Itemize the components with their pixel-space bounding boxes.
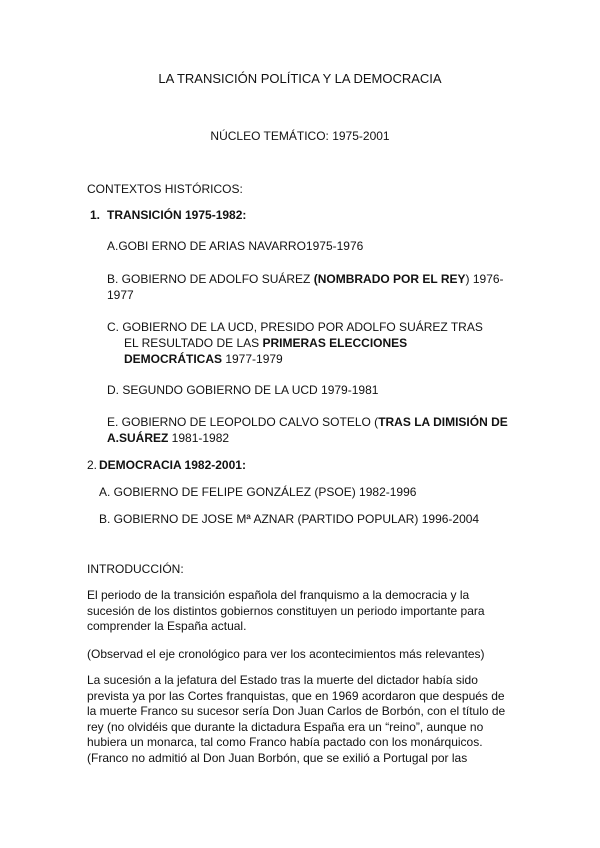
intro-paragraph-1: El periodo de la transición española del franquismo a la democracia y la sucesión de los distintos gobiernos constituyen un periodo importante para comprender la España actual.: [87, 588, 485, 633]
item-c-text: EL RESULTADO DE LAS: [124, 336, 263, 350]
section1-number: 1.: [90, 208, 101, 222]
item-b-bold: (NOMBRADO POR EL REY: [313, 272, 466, 286]
section1-item-a: A.GOBI ERNO DE ARIAS NAVARRO1975-1976: [107, 239, 364, 253]
item-e-bold-2: A.SUÁREZ: [107, 431, 169, 445]
page-subtitle: NÚCLEO TEMÁTICO: 1975-2001: [210, 129, 390, 143]
section1-item-d: D. SEGUNDO GOBIERNO DE LA UCD 1979-1981: [107, 383, 379, 397]
section2-item-a: A. GOBIERNO DE FELIPE GONZÁLEZ (PSOE) 1982-1996: [99, 485, 417, 499]
section1-item-b: [107, 272, 504, 286]
item-c-bold-2: DEMOCRÁTICAS: [124, 352, 222, 366]
section1-item-c-line3: [124, 352, 283, 366]
item-c-bold: PRIMERAS ELECCIONES: [262, 336, 408, 350]
item-e-text: E. GOBIERNO DE LEOPOLDO CALVO SOTELO (: [107, 415, 379, 429]
section2-heading: DEMOCRACIA 1982-2001:: [99, 458, 246, 472]
section1-item-c-line2: [124, 336, 407, 350]
item-b-years: ) 1976-: [465, 272, 504, 286]
item-b-text: B. GOBIERNO DE ADOLFO SUÁREZ: [107, 272, 314, 286]
section2-number: 2.: [87, 458, 98, 472]
section1-item-e: [107, 415, 508, 429]
intro-paragraph-2: (Observad el eje cronológico para ver los acontecimientos más relevantes): [87, 647, 485, 661]
section2-item-b: B. GOBIERNO DE JOSE Mª AZNAR (PARTIDO POPULAR) 1996-2004: [99, 512, 480, 526]
section1-item-b-line2: 1977: [107, 288, 134, 302]
item-e-years: 1981-1982: [168, 431, 230, 445]
contexts-heading: CONTEXTOS HISTÓRICOS:: [87, 182, 243, 196]
page-title: LA TRANSICIÓN POLÍTICA Y LA DEMOCRACIA: [158, 71, 442, 86]
intro-paragraph-3: La sucesión a la jefatura del Estado tras la muerte del dictador había sido prevista ya por las Cortes franquistas, que en 1969 acordaron que después de la muerte Franco su sucesor sería Don Juan Carlos de Borbón, con el título de rey (no olvidéis que durante la dictadura España era un “reino”, aunque no hubiera un monarca, tal como Franco había pactado con los monárquicos. (Franco no admitió al Don Juan Borbón, que se exilió a Portugal por las: [87, 673, 506, 765]
section1-item-e-line2: [107, 431, 229, 445]
section1-heading: TRANSICIÓN 1975-1982:: [107, 208, 247, 222]
item-c-years: 1977-1979: [222, 352, 283, 366]
section1-item-c-line1: C. GOBIERNO DE LA UCD, PRESIDO POR ADOLFO SUÁREZ TRAS: [107, 320, 483, 334]
item-e-bold: TRAS LA DIMISIÓN DE: [378, 415, 508, 429]
intro-heading: INTRODUCCIÓN:: [87, 562, 184, 576]
